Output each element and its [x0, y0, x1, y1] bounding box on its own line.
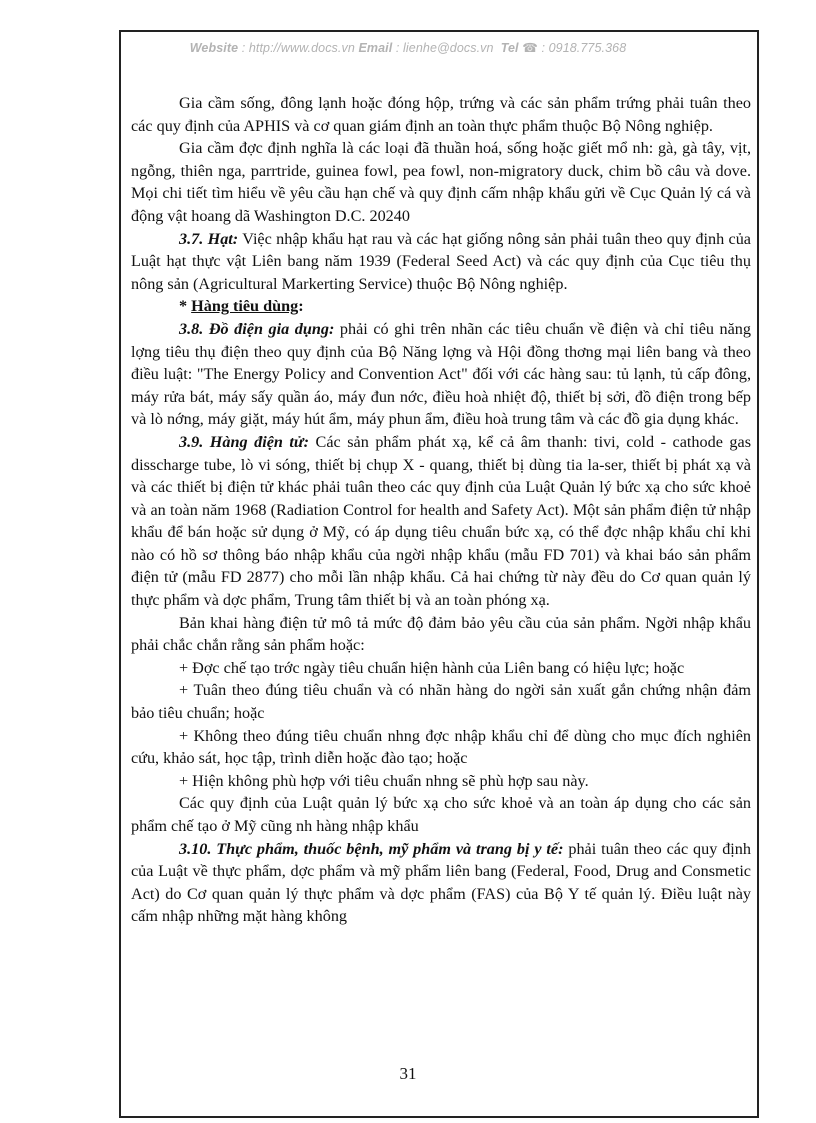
section-3-7	[131, 228, 751, 296]
section-3-10	[131, 838, 751, 928]
section-3-9	[131, 431, 751, 612]
consumer-goods-heading	[131, 295, 751, 318]
list-item-research-use: + Không theo đúng tiêu chuẩn nhng đợc nhập khẩu chỉ để dùng cho mục đích nghiên cứu, khảo sát, học tập, trình diễn hoặc đào tạo; hoặc	[131, 726, 751, 768]
paragraph-declaration: Bản khai hàng điện tử mô tả mức độ đảm bảo yêu cầu của sản phẩm. Ngời nhập khẩu phải chắc chắn rằng sản phẩm hoặc:	[131, 613, 751, 655]
document-body	[131, 92, 751, 928]
tel-label: Tel	[500, 41, 519, 55]
email-address[interactable]: lienhe@docs.vn	[403, 41, 494, 55]
section-3-9-title: 3.9. Hàng điện tử:	[179, 432, 310, 451]
section-3-8-text: phải có ghi trên nhãn các tiêu chuẩn về điện và chỉ tiêu năng lợng tiêu thụ điện theo quy định của Bộ Năng lợng và Hội đồng thơng mại liên bang và theo điều luật: "The Energy Policy and Convention Act" đối với các hàng sau: tủ lạnh, tủ cấp đông, máy rửa bát, máy sấy quần áo, máy đun nớc, điều hoà nhiệt độ, thiết bị sởi, đồ điện trong bếp và lò nớng, máy giặt, máy hút ẩm, máy phun ẩm, điều hoà trung tâm và các đồ gia dụng khác.	[131, 319, 751, 429]
tel-number: ☎ : 0918.775.368	[518, 41, 627, 55]
email-label: Email	[358, 41, 393, 55]
website-url[interactable]: http://www.docs.vn	[248, 41, 355, 55]
consumer-goods-title: Hàng tiêu dùng	[191, 297, 299, 316]
page-number: 31	[399, 1064, 417, 1083]
section-3-7-text: Việc nhập khẩu hạt rau và các hạt giống nông sản phải tuân theo quy định của Luật hạt thực vật Liên bang năm 1939 (Federal Seed Act) và các quy định của Cục tiêu thụ nông sản (Agricultural Markerting Service) thuộc Bộ Nông nghiệp.	[131, 229, 751, 293]
list-item-complies-standard: + Tuân theo đúng tiêu chuẩn và có nhãn hàng do ngời sản xuất gắn chứng nhận đảm bảo tiêu chuẩn; hoặc	[131, 681, 751, 723]
section-3-10-text: phải tuân theo các quy định của Luật về thực phẩm, dợc phẩm và mỹ phẩm liên bang (Federal, Food, Drug and Consmetic Act) do Cơ quan quản lý thực phẩm và dợc phẩm (FAS) của Bộ Y tế quản lý. Điều luật này cấm nhập những mặt hàng không	[131, 839, 751, 926]
section-3-8	[131, 318, 751, 431]
section-3-8-title: 3.8. Đồ điện gia dụng:	[179, 319, 335, 338]
section-3-10-title: 3.10. Thực phẩm, thuốc bệnh, mỹ phẩm và trang bị y tế:	[179, 839, 564, 858]
website-label: Website	[189, 41, 239, 55]
list-item-before-standard: + Đợc chế tạo trớc ngày tiêu chuẩn hiện hành của Liên bang có hiệu lực; hoặc	[179, 658, 685, 677]
email-separator: :	[392, 41, 404, 55]
list-item-future-compliance: + Hiện không phù hợp với tiêu chuẩn nhng sẽ phù hợp sau này.	[179, 771, 589, 790]
page-header	[0, 40, 816, 55]
paragraph-poultry-definition: Gia cầm đợc định nghĩa là các loại đã thuần hoá, sống hoặc giết mổ nh: gà, gà tây, vịt, ngỗng, thiên nga, parrtride, guinea fowl, pea fowl, non-migratory duck, chim bồ câu và dove. Mọi chi tiết tìm hiểu về yêu cầu hạn chế và quy định cấm nhập khẩu gửi về Cục Quản lý cá và động vật hoang dã Washington D.C. 20240	[131, 139, 751, 225]
consumer-goods-star: *	[179, 297, 192, 316]
section-3-9-text: Các sản phẩm phát xạ, kể cả âm thanh: tivi, cold - cathode gas disscharge tube, lò vi sóng, thiết bị chụp X - quang, thiết bị dùng tia la-ser, thiết bị phát xạ và và các thiết bị điện tử khác phải tuân theo các quy định của Luật Quản lý bức xạ cho sức khoẻ và an toàn năm 1968 (Radiation Control for health and Safety Act). Một sản phẩm điện tử nhập khẩu để bán hoặc sử dụng ở Mỹ, có áp dụng tiêu chuẩn bức xạ, có thể đợc nhập khẩu chỉ khi nào có hồ sơ thông báo nhập khẩu của ngời nhập khẩu (mẫu FD 701) và khai báo sản phẩm điện tử (mẫu FD 2877) cho mỗi lần nhập khẩu. Cả hai chứng từ này đều do Cơ quan quản lý thực phẩm và dợc phẩm, Trung tâm thiết bị và an toàn phóng xạ.	[131, 432, 751, 610]
paragraph-regulation-scope: Các quy định của Luật quản lý bức xạ cho sức khoẻ và an toàn áp dụng cho các sản phẩm chế tạo ở Mỹ cũng nh hàng nhập khẩu	[131, 794, 751, 835]
section-3-7-title: 3.7. Hạt:	[179, 229, 239, 248]
consumer-goods-colon: :	[298, 297, 304, 316]
paragraph-poultry-rules: Gia cầm sống, đông lạnh hoặc đóng hộp, trứng và các sản phẩm trứng phải tuân theo các quy định của APHIS và cơ quan giám định an toàn thực phẩm thuộc Bộ Nông nghiệp.	[131, 94, 751, 135]
website-separator: :	[238, 41, 249, 55]
